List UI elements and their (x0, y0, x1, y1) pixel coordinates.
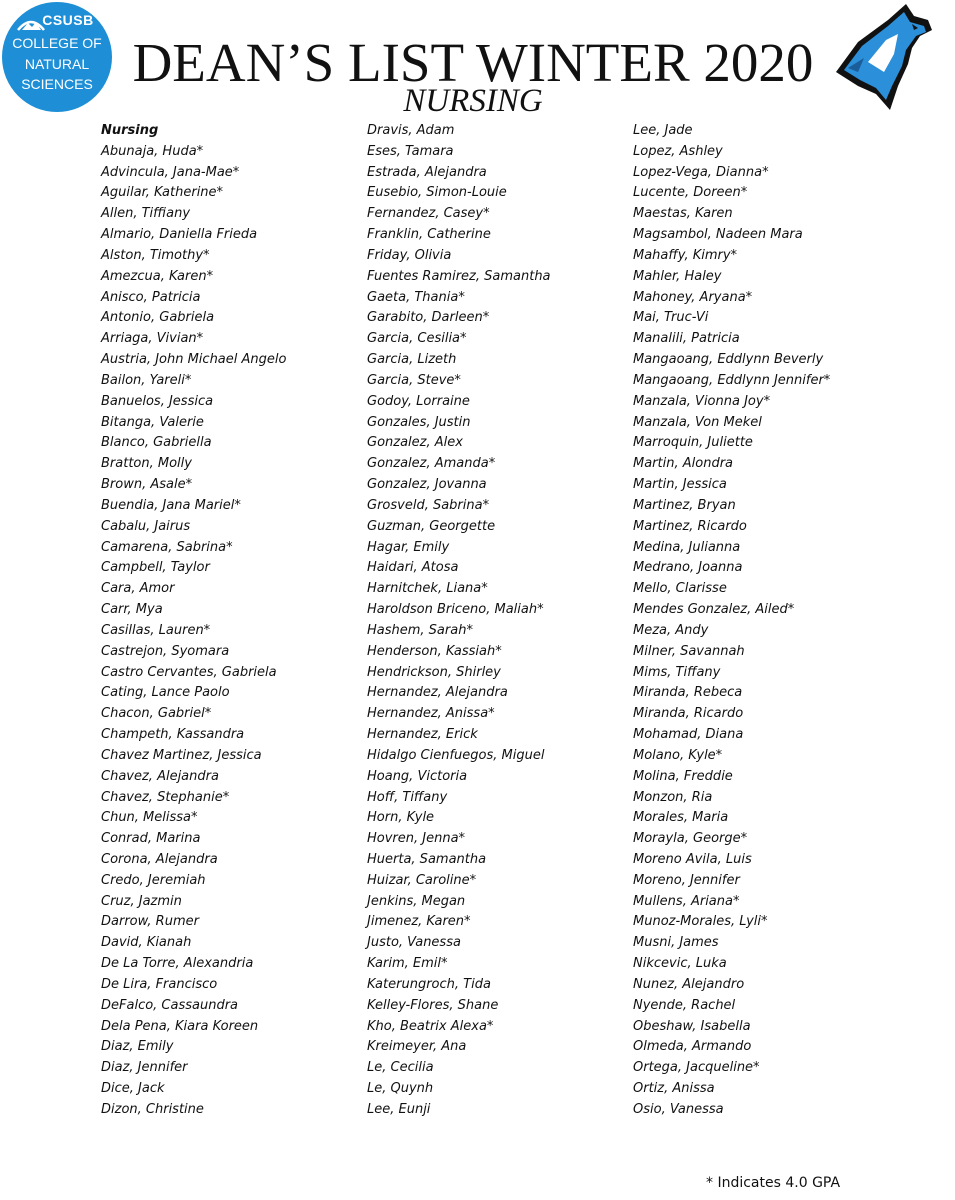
student-name: Castrejon, Syomara (101, 643, 230, 659)
student-name: Maestas, Karen (633, 206, 733, 222)
student-name: Hernandez, Alejandra (367, 685, 508, 701)
student-name: Blanco, Gabriella (101, 435, 212, 451)
student-name: Advincula, Jana-Mae* (101, 164, 240, 180)
student-name: Olmeda, Armando (633, 1039, 752, 1055)
student-name: Mahler, Haley (633, 268, 722, 284)
student-name: Miranda, Ricardo (633, 706, 744, 722)
student-name: Diaz, Jennifer (101, 1060, 188, 1076)
student-name: Monzon, Ria (633, 789, 713, 805)
student-name: Chavez, Stephanie* (101, 789, 230, 805)
student-name: De La Torre, Alexandria (101, 956, 254, 972)
student-name: Obeshaw, Isabella (633, 1018, 751, 1034)
student-name: Mai, Truc-Vi (633, 310, 709, 326)
student-name: Cabalu, Jairus (101, 518, 191, 534)
csusb-cns-logo (2, 2, 112, 112)
student-name: Munoz-Morales, Lyli* (633, 914, 768, 930)
student-name: Banuelos, Jessica (101, 393, 214, 409)
student-name: Garcia, Cesilia* (367, 331, 467, 347)
student-name: Camarena, Sabrina* (101, 539, 233, 555)
student-name: Manalili, Patricia (633, 331, 740, 347)
student-name: Haroldson Briceno, Maliah* (367, 602, 544, 618)
student-name: Grosveld, Sabrina* (367, 497, 490, 513)
gpa-footnote: * Indicates 4.0 GPA (706, 1175, 841, 1191)
student-name: Antonio, Gabriela (101, 310, 215, 326)
student-name: Meza, Andy (633, 622, 709, 638)
student-name: Nunez, Alejandro (633, 976, 745, 992)
student-name: Mello, Clarisse (633, 581, 727, 597)
student-name: Estrada, Alejandra (367, 164, 487, 180)
student-name: Chacon, Gabriel* (101, 706, 212, 722)
student-name: Abunaja, Huda* (101, 143, 204, 159)
student-name: Dice, Jack (101, 1081, 165, 1097)
names-column-1 (101, 121, 356, 1121)
student-name: Buendia, Jana Mariel* (101, 497, 241, 513)
student-name: David, Kianah (101, 935, 192, 951)
student-name: Ortiz, Anissa (633, 1081, 715, 1097)
student-name: Molina, Freddie (633, 768, 733, 784)
student-name: Nikcevic, Luka (633, 956, 727, 972)
student-name: Manzala, Von Mekel (633, 414, 762, 430)
student-name: Hendrickson, Shirley (367, 664, 501, 680)
student-name: Friday, Olivia (367, 247, 452, 263)
student-name: Aguilar, Katherine* (101, 185, 224, 201)
student-name: Medrano, Joanna (633, 560, 743, 576)
student-name: Champeth, Kassandra (101, 727, 245, 743)
student-name: Cating, Lance Paolo (101, 685, 230, 701)
student-name: Allen, Tiffiany (101, 206, 191, 222)
student-name: Gonzalez, Jovanna (367, 477, 487, 493)
student-name: Garcia, Lizeth (367, 352, 457, 368)
student-name: Haidari, Atosa (367, 560, 459, 576)
logo-line-1: COLLEGE OF (12, 35, 102, 51)
student-name: Lee, Jade (633, 123, 693, 138)
student-name: Dravis, Adam (367, 123, 455, 138)
student-name: Credo, Jeremiah (101, 872, 206, 888)
student-name: Justo, Vanessa (367, 935, 461, 951)
student-name: Musni, James (633, 935, 719, 951)
student-name: Carr, Mya (101, 602, 163, 618)
student-name: Osio, Vanessa (633, 1101, 724, 1117)
student-name: Harnitchek, Liana* (367, 581, 488, 597)
student-name: Lee, Eunji (367, 1101, 431, 1117)
student-name: Chun, Melissa* (101, 810, 198, 826)
student-name: Kelley-Flores, Shane (367, 997, 499, 1013)
student-name: Guzman, Georgette (367, 518, 496, 534)
student-name: Jenkins, Megan (367, 893, 466, 909)
student-name: Henderson, Kassiah* (367, 643, 502, 659)
student-name: Mangaoang, Eddlynn Jennifer* (633, 372, 831, 388)
student-name: DeFalco, Cassaundra (101, 997, 239, 1013)
student-name: Anisco, Patricia (101, 289, 201, 305)
student-name: Marroquin, Juliette (633, 435, 753, 451)
logo-line-3: SCIENCES (21, 76, 93, 92)
student-name: Moreno Avila, Luis (633, 851, 752, 867)
student-name: Hashem, Sarah* (367, 622, 473, 638)
student-name: Cruz, Jazmin (101, 893, 182, 909)
page-subtitle: NURSING (403, 83, 543, 119)
student-name: Brown, Asale* (101, 477, 193, 493)
student-name: Conrad, Marina (101, 831, 201, 847)
student-name: Martinez, Ricardo (633, 518, 747, 534)
student-name: Amezcua, Karen* (101, 268, 214, 284)
coyote-mascot-icon (828, 2, 940, 114)
student-name: Milner, Savannah (633, 643, 745, 659)
student-name: Mahoney, Aryana* (633, 289, 753, 305)
student-name: Hagar, Emily (367, 539, 450, 555)
student-name: Bailon, Yareli* (101, 372, 192, 388)
student-name: Darrow, Rumer (101, 914, 199, 930)
student-name: Mohamad, Diana (633, 727, 744, 743)
student-name: Lucente, Doreen* (633, 185, 748, 201)
student-name: Nyende, Rachel (633, 997, 736, 1013)
page-title: DEAN’S LIST WINTER 2020 (132, 32, 814, 93)
student-name: Hernandez, Erick (367, 727, 478, 743)
student-name: Miranda, Rebeca (633, 685, 743, 701)
logo-line-2: NATURAL (24, 56, 90, 72)
student-name: Fuentes Ramirez, Samantha (367, 268, 551, 284)
student-name: Gaeta, Thania* (367, 289, 465, 305)
student-name: Cara, Amor (101, 581, 175, 597)
student-name: Mangaoang, Eddlynn Beverly (633, 352, 824, 368)
student-name: Karim, Emil* (367, 956, 448, 972)
student-name: Arriaga, Vivian* (101, 331, 204, 347)
student-name: Morales, Maria (633, 810, 729, 826)
student-name: Mullens, Ariana* (633, 893, 740, 909)
names-column-3 (633, 121, 933, 1121)
student-name: Chavez, Alejandra (101, 768, 219, 784)
student-name: Campbell, Taylor (101, 560, 210, 576)
student-name: Le, Quynh (367, 1081, 434, 1097)
student-name: Huizar, Caroline* (367, 872, 477, 888)
student-name: Gonzales, Justin (367, 414, 471, 430)
student-name: De Lira, Francisco (101, 976, 218, 992)
student-name: Corona, Alejandra (101, 851, 218, 867)
student-name: Manzala, Vionna Joy* (633, 393, 771, 409)
student-name: Kho, Beatrix Alexa* (367, 1018, 494, 1034)
student-name: Hoang, Victoria (367, 768, 468, 784)
student-name: Martinez, Bryan (633, 497, 736, 513)
student-name: Kreimeyer, Ana (367, 1039, 467, 1055)
student-name: Martin, Jessica (633, 477, 727, 493)
student-name: Godoy, Lorraine (367, 393, 470, 409)
student-name: Mims, Tiffany (633, 664, 721, 680)
student-name: Alston, Timothy* (101, 247, 210, 263)
student-name: Bratton, Molly (101, 456, 192, 472)
student-name: Moreno, Jennifer (633, 872, 740, 888)
student-name: Ortega, Jacqueline* (633, 1060, 760, 1076)
student-name: Diaz, Emily (101, 1039, 174, 1055)
student-name: Austria, John Michael Angelo (101, 352, 287, 368)
logo-abbreviation: CSUSB (42, 12, 94, 28)
student-name: Almario, Daniella Frieda (101, 227, 258, 243)
student-name: Eusebio, Simon-Louie (367, 185, 507, 201)
student-name: Magsambol, Nadeen Mara (633, 227, 803, 243)
student-name: Dela Pena, Kiara Koreen (101, 1018, 259, 1034)
student-name: Casillas, Lauren* (101, 622, 211, 638)
student-name: Huerta, Samantha (367, 851, 487, 867)
student-name: Jimenez, Karen* (367, 914, 471, 930)
student-name: Horn, Kyle (367, 810, 435, 826)
student-name: Bitanga, Valerie (101, 414, 204, 430)
student-name: Fernandez, Casey* (367, 206, 490, 222)
student-name: Molano, Kyle* (633, 747, 723, 763)
student-name: Garcia, Steve* (367, 372, 461, 388)
student-name: Medina, Julianna (633, 539, 741, 555)
student-name: Eses, Tamara (367, 143, 454, 159)
student-name: Franklin, Catherine (367, 227, 491, 243)
student-name: Chavez Martinez, Jessica (101, 747, 262, 763)
student-name: Mahaffy, Kimry* (633, 247, 738, 263)
student-name: Lopez, Ashley (633, 143, 723, 159)
section-heading: Nursing (101, 123, 159, 138)
student-name: Hoff, Tiffany (367, 789, 448, 805)
student-name: Martin, Alondra (633, 456, 734, 472)
student-name: Hernandez, Anissa* (367, 706, 495, 722)
student-name: Mendes Gonzalez, Ailed* (633, 602, 795, 618)
student-name: Morayla, George* (633, 831, 748, 847)
student-name: Lopez-Vega, Dianna* (633, 164, 769, 180)
names-column-2 (367, 121, 622, 1121)
student-name: Dizon, Christine (101, 1101, 204, 1117)
student-name: Le, Cecilia (367, 1060, 434, 1076)
student-name: Gonzalez, Amanda* (367, 456, 496, 472)
student-name: Castro Cervantes, Gabriela (101, 664, 277, 680)
student-name: Katerungroch, Tida (367, 976, 491, 992)
student-name: Hidalgo Cienfuegos, Miguel (367, 747, 545, 763)
student-name: Hovren, Jenna* (367, 831, 466, 847)
student-name: Garabito, Darleen* (367, 310, 490, 326)
student-name: Gonzalez, Alex (367, 435, 463, 451)
